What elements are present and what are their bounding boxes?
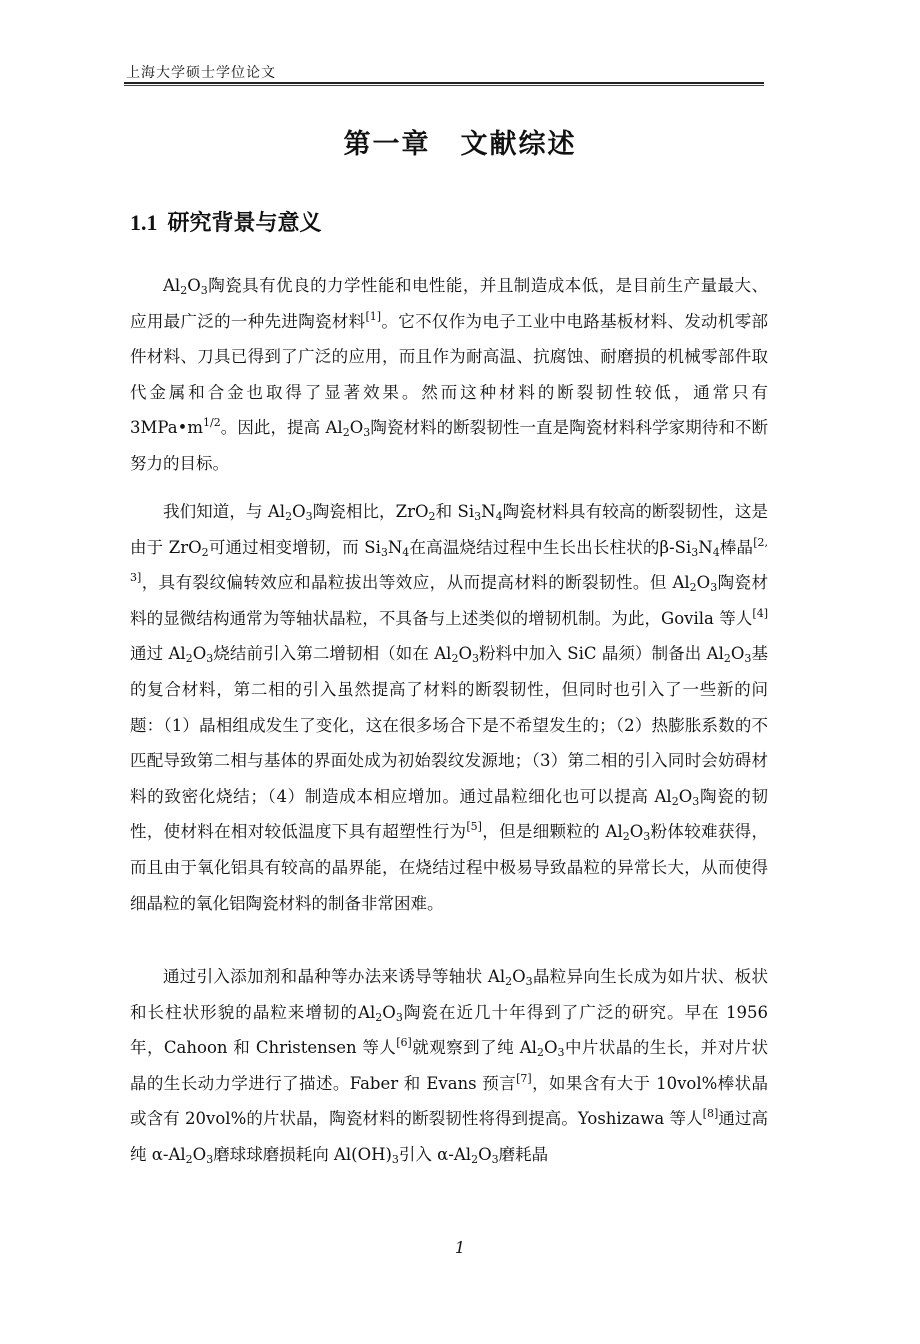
section-heading xyxy=(130,206,322,237)
page-number: 1 xyxy=(454,1238,466,1257)
chapter-label: 第一章 xyxy=(343,129,431,160)
section-number: 1.1 xyxy=(130,210,158,235)
chapter-heading xyxy=(0,122,920,161)
header-rule-thin xyxy=(124,85,764,86)
body-paragraph-3: 通过引入添加剂和晶种等办法来诱导等轴状 $Al_2O_3$晶粒异向生长成为如片状、板状和长柱状形貌的晶粒来增韧的$Al_2O_3$陶瓷在近几十年得到了广泛的研究。早在 1956 年，Cahoon 和 Christensen 等人[6]就观察到了纯 $Al_2O_3$中片状晶的生长，并对片状晶的生长动力学进行了描述。Faber 和 Evans 预言[7]，如果含有大于 10vol%棒状晶或含有 20vol%的片状晶，陶瓷材料的断裂韧性将得到提高。Yoshizawa 等人[8]通过高纯 $\alpha-Al_2O_3$磨球球磨损耗向 $Al(OH)_3$引入 $\alpha-Al_2O_3$磨耗晶 xyxy=(130,967,769,1166)
header-rule xyxy=(124,82,764,84)
header-title: 上海大学硕士学位论文 xyxy=(126,65,276,81)
body-paragraph-2: 我们知道，与 $Al_2O_3$陶瓷相比，ZrO$_2$和 $Si_3N_4$陶瓷材料具有较高的断裂韧性，这是由于 ZrO$_2$可通过相变增韧，而 $Si_3N_4$在高温烧结过程中生长出长柱状的$\beta-Si_3N_4$棒晶[2, 3]，具有裂纹偏转效应和晶粒拔出等效应，从而提高材料的断裂韧性。但 $Al_2O_3$陶瓷材料的显微结构通常为等轴状晶粒，不具备与上述类似的增韧机制。为此，Govila 等人[4]通过 $Al_2O_3$烧结前引入第二增韧相（如在 $Al_2O_3$粉料中加入 SiC 晶须）制备出 $Al_2O_3$基的复合材料，第二相的引入虽然提高了材料的断裂韧性，但同时也引入了一些新的问题：（1）晶相组成发生了变化，这在很多场合下是不希望发生的；（2）热膨胀系数的不匹配导致第二相与基体的界面处成为初始裂纹发源地；（3）第二相的引入同时会妨碍材料的致密化烧结；（4）制造成本相应增加。通过晶粒细化也可以提高 $Al_2O_3$陶瓷的韧性，使材料在相对较低温度下具有超塑性行为[5]，但是细颗粒的 $Al_2O_3$粉体较难获得，而且由于氧化铝具有较高的晶界能，在烧结过程中极易导致晶粒的异常长大，从而使得细晶粒的氧化铝陶瓷材料的制备非常困难。 xyxy=(130,502,769,913)
body-paragraph-1: $Al_2O_3$陶瓷具有优良的力学性能和电性能，并且制造成本低，是目前生产量最大、应用最广泛的一种先进陶瓷材料[1]。它不仅作为电子工业中电路基板材料、发动机零部件材料、刀具已得到了广泛的应用，而且作为耐高温、抗腐蚀、耐磨损的机械零部件取代金属和合金也取得了显著效果。然而这种材料的断裂韧性较低，通常只有 $3MPa•m^{1/2}$。因此，提高 $Al_2O_3$陶瓷材料的断裂韧性一直是陶瓷材料科学家期待和不断努力的目标。 xyxy=(130,276,769,473)
section-title: 研究背景与意义 xyxy=(167,211,322,236)
chapter-title: 文献综述 xyxy=(460,129,577,160)
